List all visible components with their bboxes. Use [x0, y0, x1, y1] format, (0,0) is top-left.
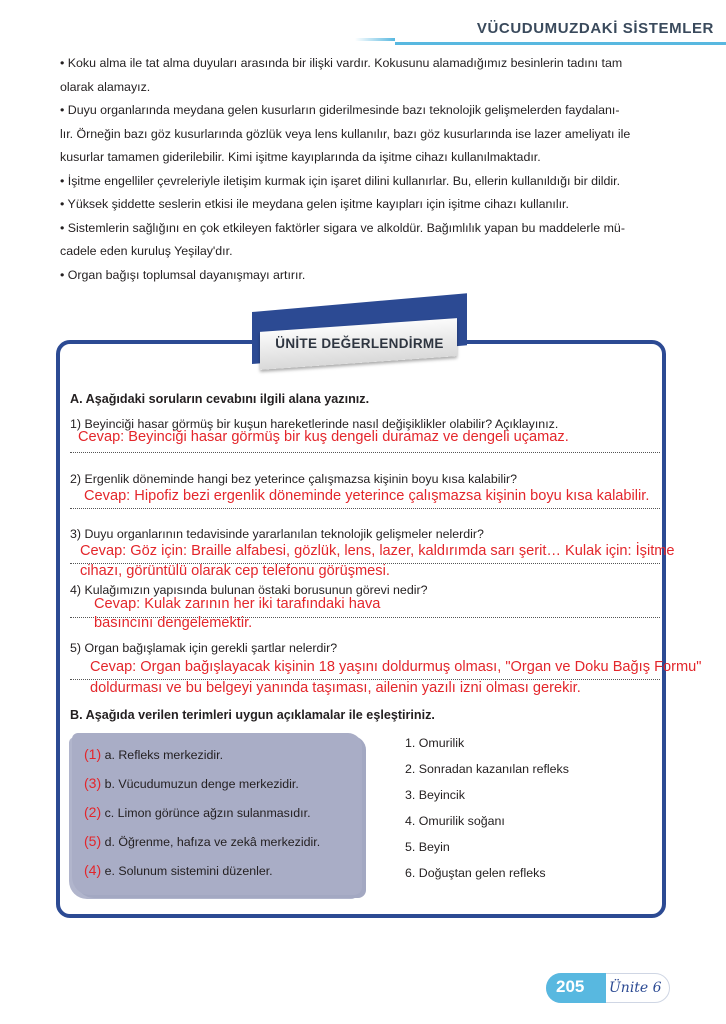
matching-item	[84, 833, 320, 849]
matching-item	[84, 746, 223, 762]
bullet-line: • Sistemlerin sağlığını en çok etkileyen faktörler sigara ve alkoldür. Bağımlılık yapan bu maddelerle mü-	[60, 220, 625, 235]
matching-item	[84, 775, 299, 791]
bullet-line: • Organ bağışı toplumsal dayanışmayı artırır.	[60, 267, 306, 282]
section-a-title: A. Aşağıdaki soruların cevabını ilgili alana yazınız.	[70, 392, 370, 406]
answer-3-line-1: Cevap: Göz için: Braille alfabesi, gözlük, lens, lazer, kaldırımda sarı şerit… Kulak için: İşitme	[80, 543, 675, 559]
answer-line	[70, 452, 660, 453]
question-1: 1) Beyinciği hasar görmüş bir kuşun hareketlerinde nasıl değişiklikler olabilir? Açıklayınız.	[70, 417, 559, 431]
term-item: 6. Doğuştan gelen refleks	[405, 866, 546, 880]
answer-1: Cevap: Beyinciği hasar görmüş bir kuş dengeli duramaz ve dengeli uçamaz.	[78, 429, 569, 445]
page-number: 205	[556, 977, 585, 996]
answer-5-line-1: Cevap: Organ bağışlayacak kişinin 18 yaşını doldurmuş olması, "Organ ve Doku Bağış Formu"	[90, 659, 702, 675]
answer-4-line-2: basıncını dengelemektir.	[94, 615, 253, 631]
answer-5-line-2: doldurması ve bu belgeyi yanında taşıması, ailenin yazılı izni olması gerekir.	[90, 680, 581, 696]
match-text: e. Solunum sistemini düzenler.	[104, 864, 273, 878]
bullet-list	[60, 52, 680, 287]
question-3: 3) Duyu organlarının tedavisinde yararlanılan teknolojik gelişmeler nelerdir?	[70, 527, 484, 541]
bullet-line: lır. Örneğin bazı göz kusurlarında gözlük veya lens kullanılır, bazı göz kusurlarında ise lazer ameliyatı ile	[60, 126, 631, 141]
question-2: 2) Ergenlik döneminde hangi bez yeterince çalışmazsa kişinin boyu kısa kalabilir?	[70, 472, 517, 486]
matching-item	[84, 804, 311, 820]
term-item: 1. Omurilik	[405, 736, 465, 750]
banner-title: ÜNİTE DEĞERLENDİRME	[275, 336, 444, 351]
answer-2: Cevap: Hipofiz bezi ergenlik döneminde yeterince çalışmazsa kişinin boyu kısa kalabilir.	[84, 488, 650, 504]
match-text: b. Vücudumuzun denge merkezidir.	[104, 777, 299, 791]
bullet-line: • Yüksek şiddette seslerin etkisi ile meydana gelen işitme kayıpları için işitme cihazı kullanılır.	[60, 197, 569, 211]
bullet-line: • Duyu organlarında meydana gelen kusurların giderilmesinde bazı teknolojik gelişmelerden faydalanı-	[60, 103, 620, 117]
bullet-line: cadele eden kuruluş Yeşilay'dır.	[60, 244, 233, 258]
bullet-line: • Koku alma ile tat alma duyuları arasında bir ilişki vardır. Kokusunu alamadığımız besinlerin tadını tam	[60, 56, 623, 70]
term-item: 5. Beyin	[405, 840, 450, 854]
header-title: VÜCUDUMUZDAKİ SİSTEMLER	[476, 20, 714, 37]
section-b-title: B. Aşağıda verilen terimleri uygun açıklamalar ile eşleştiriniz.	[70, 708, 435, 722]
matching-item	[84, 862, 273, 878]
bullet-line: • İşitme engelliler çevreleriyle iletişim kurmak için işaret dilini kullanırlar. Bu, ellerin kullanıldığı bir dildir.	[60, 173, 621, 188]
bullet-line: olarak alamayız.	[60, 79, 151, 94]
answer-4-line-1: Cevap: Kulak zarının her iki tarafındaki hava	[94, 596, 381, 612]
term-item: 4. Omurilik soğanı	[405, 814, 505, 828]
match-answer: (1)	[84, 746, 102, 762]
match-answer: (2)	[84, 804, 102, 820]
match-text: a. Refleks merkezidir.	[104, 748, 224, 762]
header-bar	[395, 12, 726, 45]
section-banner	[252, 312, 467, 372]
bullet-line: kusurlar tamamen giderilebilir. Kimi işitme kayıplarında da işitme cihazı kullanılmaktadır.	[60, 150, 541, 164]
unit-label: Ünite 6	[609, 980, 662, 996]
match-answer: (3)	[84, 775, 102, 791]
match-answer: (4)	[84, 862, 102, 878]
question-4: 4) Kulağımızın yapısında bulunan östaki borusunun görevi nedir?	[70, 583, 428, 597]
term-item: 3. Beyincik	[405, 788, 465, 802]
match-text: c. Limon görünce ağzın sulanmasıdır.	[104, 806, 311, 820]
answer-line	[70, 508, 660, 509]
term-item: 2. Sonradan kazanılan refleks	[405, 762, 569, 776]
answer-3-line-2: cihazı, görüntülü olarak cep telefonu görüşmesi.	[80, 563, 390, 579]
question-5: 5) Organ bağışlamak için gerekli şartlar nelerdir?	[70, 641, 338, 655]
match-text: d. Öğrenme, hafıza ve zekâ merkezidir.	[104, 835, 321, 849]
match-answer: (5)	[84, 833, 102, 849]
